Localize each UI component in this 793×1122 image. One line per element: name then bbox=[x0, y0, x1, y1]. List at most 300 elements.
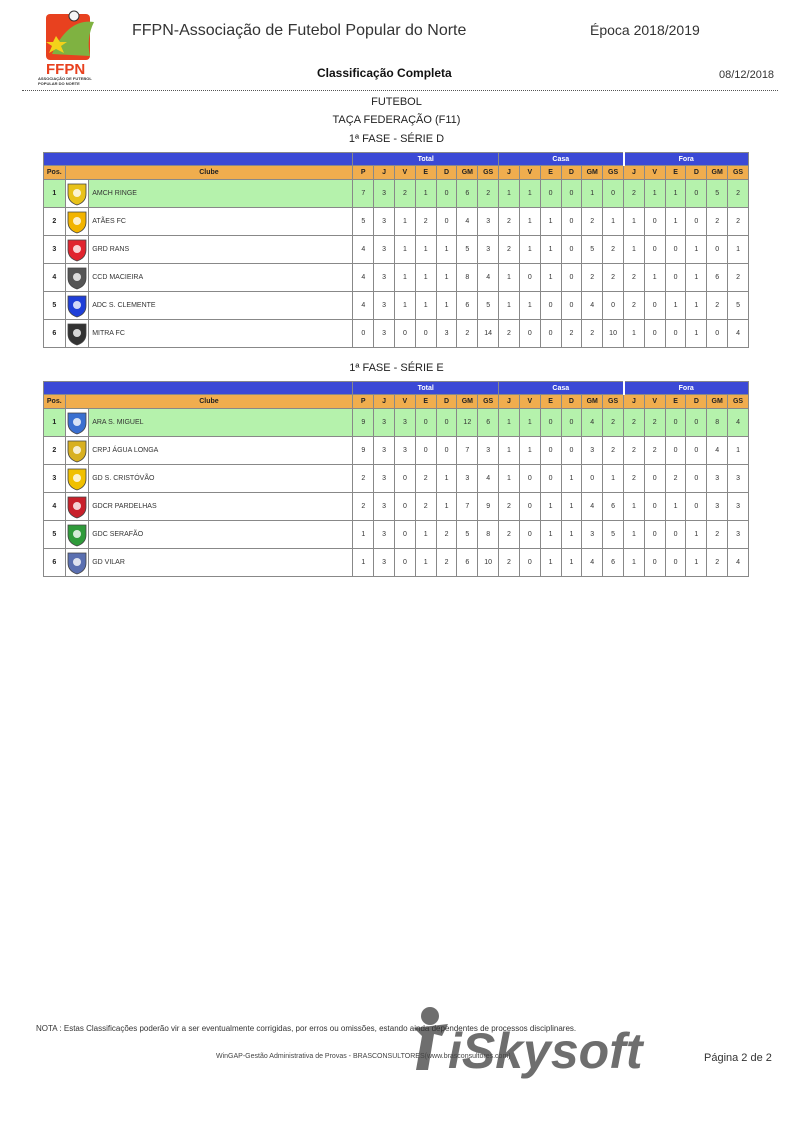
stat-total-cell: 8 bbox=[478, 521, 499, 549]
stat-casa-cell: 1 bbox=[499, 437, 520, 465]
stat-fora-cell: 4 bbox=[728, 409, 749, 437]
stat-casa-cell: 1 bbox=[561, 493, 582, 521]
column-header-fora: J bbox=[624, 166, 645, 180]
stat-total-cell: 7 bbox=[457, 493, 478, 521]
column-header-casa: GM bbox=[582, 166, 603, 180]
stat-total-cell: 3 bbox=[374, 437, 395, 465]
stat-casa-cell: 0 bbox=[561, 264, 582, 292]
stat-total-cell: 1 bbox=[436, 493, 457, 521]
stat-total-cell: 1 bbox=[353, 521, 374, 549]
club-name-cell: CRPJ ÁGUA LONGA bbox=[89, 437, 353, 465]
stat-fora-cell: 3 bbox=[728, 465, 749, 493]
stat-fora-cell: 3 bbox=[728, 493, 749, 521]
club-name-cell: GDCR PARDELHAS bbox=[89, 493, 353, 521]
stat-total-cell: 3 bbox=[374, 180, 395, 208]
stat-total-cell: 3 bbox=[394, 409, 415, 437]
season-label: Época 2018/2019 bbox=[590, 22, 700, 38]
stat-casa-cell: 1 bbox=[499, 409, 520, 437]
group-header-fora: Fora bbox=[624, 382, 749, 395]
stat-total-cell: 2 bbox=[415, 465, 436, 493]
stat-total-cell: 3 bbox=[478, 236, 499, 264]
position-cell: 2 bbox=[44, 208, 66, 236]
table-row bbox=[44, 320, 749, 348]
stat-total-cell: 12 bbox=[457, 409, 478, 437]
stat-fora-cell: 2 bbox=[624, 409, 645, 437]
column-header-fora: D bbox=[686, 166, 707, 180]
page-number: Página 2 de 2 bbox=[704, 1052, 772, 1064]
stat-fora-cell: 5 bbox=[707, 180, 728, 208]
ffpn-logo bbox=[38, 8, 116, 90]
stat-fora-cell: 1 bbox=[686, 264, 707, 292]
stat-casa-cell: 5 bbox=[582, 236, 603, 264]
column-header-casa: V bbox=[519, 166, 540, 180]
stat-fora-cell: 3 bbox=[728, 521, 749, 549]
stat-casa-cell: 1 bbox=[582, 180, 603, 208]
stat-total-cell: 3 bbox=[374, 236, 395, 264]
stat-total-cell: 3 bbox=[374, 320, 395, 348]
stat-fora-cell: 1 bbox=[686, 236, 707, 264]
stat-fora-cell: 0 bbox=[686, 437, 707, 465]
stat-fora-cell: 0 bbox=[665, 521, 686, 549]
club-name-cell: ARA S. MIGUEL bbox=[89, 409, 353, 437]
stat-casa-cell: 0 bbox=[540, 409, 561, 437]
group-header-casa: Casa bbox=[499, 153, 624, 166]
stat-total-cell: 0 bbox=[394, 493, 415, 521]
stat-fora-cell: 0 bbox=[644, 465, 665, 493]
stat-fora-cell: 1 bbox=[624, 521, 645, 549]
crest-cell bbox=[65, 208, 89, 236]
stat-fora-cell: 1 bbox=[624, 320, 645, 348]
stat-casa-cell: 4 bbox=[582, 549, 603, 577]
table-row bbox=[44, 180, 749, 208]
stat-casa-cell: 2 bbox=[499, 236, 520, 264]
stat-fora-cell: 0 bbox=[644, 493, 665, 521]
group-header-fora: Fora bbox=[624, 153, 749, 166]
report-date: 08/12/2018 bbox=[719, 69, 775, 81]
stat-casa-cell: 2 bbox=[499, 521, 520, 549]
position-cell: 5 bbox=[44, 292, 66, 320]
stat-total-cell: 2 bbox=[415, 493, 436, 521]
stat-casa-cell: 0 bbox=[561, 236, 582, 264]
stat-casa-cell: 1 bbox=[519, 180, 540, 208]
stat-fora-cell: 1 bbox=[644, 180, 665, 208]
stat-casa-cell: 1 bbox=[519, 437, 540, 465]
column-header-total: V bbox=[394, 166, 415, 180]
stat-total-cell: 4 bbox=[353, 236, 374, 264]
stat-total-cell: 1 bbox=[415, 180, 436, 208]
stat-total-cell: 6 bbox=[457, 549, 478, 577]
table-row bbox=[44, 493, 749, 521]
column-header-casa: GM bbox=[582, 395, 603, 409]
stat-fora-cell: 3 bbox=[707, 465, 728, 493]
stat-fora-cell: 1 bbox=[728, 437, 749, 465]
position-cell: 4 bbox=[44, 493, 66, 521]
column-header-total: GM bbox=[457, 395, 478, 409]
stat-fora-cell: 2 bbox=[665, 465, 686, 493]
crest-cell bbox=[65, 236, 89, 264]
stat-total-cell: 4 bbox=[457, 208, 478, 236]
column-header-clube: Clube bbox=[65, 395, 353, 409]
club-crest-icon bbox=[66, 210, 88, 234]
column-header-casa: D bbox=[561, 395, 582, 409]
crest-cell bbox=[65, 320, 89, 348]
stat-casa-cell: 1 bbox=[519, 409, 540, 437]
position-cell: 6 bbox=[44, 549, 66, 577]
stat-casa-cell: 2 bbox=[499, 549, 520, 577]
stat-casa-cell: 0 bbox=[519, 521, 540, 549]
stat-fora-cell: 3 bbox=[707, 493, 728, 521]
club-crest-icon bbox=[66, 495, 88, 519]
stat-casa-cell: 4 bbox=[582, 493, 603, 521]
stat-fora-cell: 0 bbox=[665, 264, 686, 292]
stat-fora-cell: 0 bbox=[644, 320, 665, 348]
column-header-total: D bbox=[436, 166, 457, 180]
position-cell: 5 bbox=[44, 521, 66, 549]
stat-total-cell: 2 bbox=[415, 208, 436, 236]
club-name-cell: GDC SERAFÃO bbox=[89, 521, 353, 549]
stat-fora-cell: 2 bbox=[624, 437, 645, 465]
stat-total-cell: 1 bbox=[415, 236, 436, 264]
stat-total-cell: 2 bbox=[478, 180, 499, 208]
crest-cell bbox=[65, 521, 89, 549]
stat-fora-cell: 2 bbox=[728, 208, 749, 236]
stat-casa-cell: 4 bbox=[582, 292, 603, 320]
sport-label: FUTEBOL bbox=[371, 96, 422, 108]
stat-total-cell: 6 bbox=[457, 292, 478, 320]
header-spacer bbox=[44, 153, 353, 166]
column-header-casa: J bbox=[499, 395, 520, 409]
logo-text: FFPN bbox=[46, 61, 86, 78]
table-row bbox=[44, 292, 749, 320]
stat-fora-cell: 2 bbox=[624, 465, 645, 493]
crest-cell bbox=[65, 292, 89, 320]
stat-fora-cell: 1 bbox=[686, 521, 707, 549]
stat-fora-cell: 0 bbox=[665, 320, 686, 348]
stat-total-cell: 5 bbox=[478, 292, 499, 320]
stat-fora-cell: 2 bbox=[707, 521, 728, 549]
column-header-fora: E bbox=[665, 166, 686, 180]
stat-casa-cell: 1 bbox=[561, 549, 582, 577]
stat-fora-cell: 0 bbox=[644, 208, 665, 236]
table-row bbox=[44, 236, 749, 264]
column-header-total: GS bbox=[478, 395, 499, 409]
column-header-casa: J bbox=[499, 166, 520, 180]
position-cell: 2 bbox=[44, 437, 66, 465]
org-title: FFPN-Associação de Futebol Popular do Norte bbox=[132, 22, 467, 39]
stat-casa-cell: 0 bbox=[519, 320, 540, 348]
stat-total-cell: 2 bbox=[394, 180, 415, 208]
club-crest-icon bbox=[66, 439, 88, 463]
stat-casa-cell: 2 bbox=[603, 437, 624, 465]
stat-fora-cell: 2 bbox=[644, 409, 665, 437]
stat-fora-cell: 0 bbox=[665, 409, 686, 437]
stat-total-cell: 1 bbox=[394, 264, 415, 292]
stat-fora-cell: 6 bbox=[707, 264, 728, 292]
stat-fora-cell: 4 bbox=[707, 437, 728, 465]
stat-casa-cell: 2 bbox=[499, 208, 520, 236]
stat-total-cell: 3 bbox=[394, 437, 415, 465]
club-name-cell: AMCH RINGE bbox=[89, 180, 353, 208]
stat-casa-cell: 0 bbox=[561, 292, 582, 320]
stat-total-cell: 0 bbox=[436, 180, 457, 208]
stat-fora-cell: 2 bbox=[728, 264, 749, 292]
stat-fora-cell: 1 bbox=[665, 208, 686, 236]
column-header-total: J bbox=[374, 395, 395, 409]
stat-total-cell: 3 bbox=[374, 264, 395, 292]
stat-casa-cell: 1 bbox=[519, 292, 540, 320]
stat-fora-cell: 2 bbox=[624, 292, 645, 320]
stat-total-cell: 0 bbox=[353, 320, 374, 348]
stat-total-cell: 2 bbox=[436, 521, 457, 549]
stat-casa-cell: 6 bbox=[603, 549, 624, 577]
stat-casa-cell: 1 bbox=[499, 264, 520, 292]
stat-total-cell: 1 bbox=[436, 236, 457, 264]
group-header-total: Total bbox=[353, 382, 499, 395]
stat-casa-cell: 0 bbox=[540, 292, 561, 320]
header-divider bbox=[22, 90, 778, 91]
stat-total-cell: 3 bbox=[478, 437, 499, 465]
competition-label: TAÇA FEDERAÇÃO (F11) bbox=[332, 114, 461, 126]
crest-cell bbox=[65, 493, 89, 521]
column-header-fora: J bbox=[624, 395, 645, 409]
column-header-fora: D bbox=[686, 395, 707, 409]
column-header-fora: E bbox=[665, 395, 686, 409]
stat-casa-cell: 0 bbox=[519, 549, 540, 577]
stat-fora-cell: 1 bbox=[686, 549, 707, 577]
stat-total-cell: 5 bbox=[353, 208, 374, 236]
table-row bbox=[44, 437, 749, 465]
club-crest-icon bbox=[66, 266, 88, 290]
position-cell: 3 bbox=[44, 465, 66, 493]
stat-fora-cell: 2 bbox=[624, 180, 645, 208]
stat-casa-cell: 0 bbox=[540, 437, 561, 465]
column-header-fora: GS bbox=[728, 395, 749, 409]
stat-fora-cell: 2 bbox=[707, 208, 728, 236]
footer-credit: WinGAP-Gestão Administrativa de Provas - BRASCONSULTORES(www.brasconsultores.com) bbox=[216, 1053, 511, 1060]
group-header-total: Total bbox=[353, 153, 499, 166]
stat-total-cell: 3 bbox=[374, 549, 395, 577]
stat-fora-cell: 4 bbox=[728, 549, 749, 577]
stat-total-cell: 0 bbox=[394, 465, 415, 493]
crest-cell bbox=[65, 180, 89, 208]
stat-casa-cell: 0 bbox=[561, 409, 582, 437]
logo-subtext: ASSOCIAÇÃO DE FUTEBOL POPULAR DO NORTE bbox=[38, 76, 92, 86]
column-header-total: GM bbox=[457, 166, 478, 180]
stat-fora-cell: 0 bbox=[686, 409, 707, 437]
club-crest-icon bbox=[66, 467, 88, 491]
table-row bbox=[44, 465, 749, 493]
stat-casa-cell: 0 bbox=[540, 465, 561, 493]
stat-total-cell: 9 bbox=[353, 437, 374, 465]
stat-casa-cell: 1 bbox=[519, 236, 540, 264]
stat-total-cell: 3 bbox=[374, 465, 395, 493]
column-header-casa: E bbox=[540, 166, 561, 180]
position-cell: 1 bbox=[44, 180, 66, 208]
column-header-casa: D bbox=[561, 166, 582, 180]
stat-total-cell: 4 bbox=[478, 465, 499, 493]
stat-casa-cell: 0 bbox=[603, 292, 624, 320]
stat-casa-cell: 1 bbox=[519, 208, 540, 236]
stat-total-cell: 3 bbox=[436, 320, 457, 348]
stat-fora-cell: 1 bbox=[624, 236, 645, 264]
phase-title-serie-e: 1ª FASE - SÉRIE E bbox=[349, 362, 444, 374]
stat-total-cell: 2 bbox=[353, 465, 374, 493]
stat-casa-cell: 2 bbox=[603, 236, 624, 264]
stat-casa-cell: 1 bbox=[540, 493, 561, 521]
stat-casa-cell: 1 bbox=[499, 292, 520, 320]
stat-fora-cell: 0 bbox=[644, 236, 665, 264]
stat-fora-cell: 0 bbox=[665, 437, 686, 465]
stat-fora-cell: 0 bbox=[686, 208, 707, 236]
club-name-cell: ADC S. CLEMENTE bbox=[89, 292, 353, 320]
club-crest-icon bbox=[66, 322, 88, 346]
stat-total-cell: 0 bbox=[436, 437, 457, 465]
stat-fora-cell: 1 bbox=[665, 292, 686, 320]
stat-casa-cell: 0 bbox=[519, 493, 540, 521]
stat-total-cell: 9 bbox=[353, 409, 374, 437]
club-name-cell: MITRA FC bbox=[89, 320, 353, 348]
stat-casa-cell: 2 bbox=[561, 320, 582, 348]
stat-fora-cell: 2 bbox=[707, 292, 728, 320]
stat-total-cell: 4 bbox=[353, 292, 374, 320]
stat-fora-cell: 1 bbox=[728, 236, 749, 264]
stat-total-cell: 9 bbox=[478, 493, 499, 521]
stat-fora-cell: 8 bbox=[707, 409, 728, 437]
position-cell: 6 bbox=[44, 320, 66, 348]
phase-title-serie-d: 1ª FASE - SÉRIE D bbox=[348, 133, 445, 145]
stat-fora-cell: 0 bbox=[707, 236, 728, 264]
club-name-cell: GD S. CRISTÓVÃO bbox=[89, 465, 353, 493]
stat-casa-cell: 1 bbox=[540, 264, 561, 292]
column-header-fora: GM bbox=[707, 395, 728, 409]
stat-total-cell: 0 bbox=[436, 208, 457, 236]
stat-fora-cell: 0 bbox=[665, 549, 686, 577]
column-header-fora: GM bbox=[707, 166, 728, 180]
stat-casa-cell: 2 bbox=[582, 264, 603, 292]
stat-total-cell: 5 bbox=[457, 236, 478, 264]
stat-fora-cell: 4 bbox=[728, 320, 749, 348]
stat-total-cell: 0 bbox=[415, 320, 436, 348]
stat-casa-cell: 2 bbox=[499, 493, 520, 521]
stat-casa-cell: 1 bbox=[540, 208, 561, 236]
stat-fora-cell: 1 bbox=[665, 493, 686, 521]
stat-casa-cell: 1 bbox=[540, 521, 561, 549]
column-header-clube: Clube bbox=[65, 166, 353, 180]
stat-total-cell: 0 bbox=[394, 549, 415, 577]
stat-fora-cell: 2 bbox=[624, 264, 645, 292]
stat-casa-cell: 0 bbox=[540, 320, 561, 348]
stat-total-cell: 6 bbox=[457, 180, 478, 208]
crest-cell bbox=[65, 264, 89, 292]
stat-total-cell: 1 bbox=[353, 549, 374, 577]
stat-fora-cell: 0 bbox=[644, 292, 665, 320]
position-cell: 1 bbox=[44, 409, 66, 437]
stat-fora-cell: 2 bbox=[728, 180, 749, 208]
club-name-cell: ATÃES FC bbox=[89, 208, 353, 236]
column-header-pos: Pos. bbox=[44, 395, 66, 409]
stat-fora-cell: 0 bbox=[644, 521, 665, 549]
column-header-casa: V bbox=[519, 395, 540, 409]
stat-casa-cell: 0 bbox=[519, 264, 540, 292]
iskysoft-watermark bbox=[404, 1000, 744, 1080]
stat-fora-cell: 0 bbox=[644, 549, 665, 577]
stat-total-cell: 2 bbox=[457, 320, 478, 348]
stat-total-cell: 0 bbox=[415, 437, 436, 465]
stat-casa-cell: 0 bbox=[603, 180, 624, 208]
column-header-pos: Pos. bbox=[44, 166, 66, 180]
stat-total-cell: 0 bbox=[436, 409, 457, 437]
stat-casa-cell: 2 bbox=[582, 208, 603, 236]
stat-total-cell: 1 bbox=[415, 521, 436, 549]
table-row bbox=[44, 521, 749, 549]
stat-total-cell: 5 bbox=[457, 521, 478, 549]
stat-total-cell: 2 bbox=[436, 549, 457, 577]
crest-cell bbox=[65, 409, 89, 437]
crest-cell bbox=[65, 437, 89, 465]
stat-total-cell: 3 bbox=[374, 208, 395, 236]
column-header-total: GS bbox=[478, 166, 499, 180]
column-header-casa: GS bbox=[603, 166, 624, 180]
stat-fora-cell: 2 bbox=[644, 437, 665, 465]
stat-casa-cell: 1 bbox=[603, 208, 624, 236]
stat-total-cell: 3 bbox=[374, 292, 395, 320]
standings-table-serie-d bbox=[43, 152, 749, 348]
stat-fora-cell: 1 bbox=[686, 292, 707, 320]
group-header-casa: Casa bbox=[499, 382, 624, 395]
stat-total-cell: 1 bbox=[415, 292, 436, 320]
stat-casa-cell: 0 bbox=[561, 437, 582, 465]
table-row bbox=[44, 208, 749, 236]
column-header-total: P bbox=[353, 395, 374, 409]
column-header-total: V bbox=[394, 395, 415, 409]
club-crest-icon bbox=[66, 411, 88, 435]
stat-total-cell: 3 bbox=[374, 409, 395, 437]
stat-casa-cell: 0 bbox=[582, 465, 603, 493]
club-name-cell: CCD MACIEIRA bbox=[89, 264, 353, 292]
crest-cell bbox=[65, 549, 89, 577]
stat-casa-cell: 2 bbox=[603, 409, 624, 437]
column-header-total: E bbox=[415, 166, 436, 180]
stat-fora-cell: 5 bbox=[728, 292, 749, 320]
column-header-fora: GS bbox=[728, 166, 749, 180]
club-crest-icon bbox=[66, 551, 88, 575]
stat-fora-cell: 2 bbox=[707, 549, 728, 577]
stat-casa-cell: 2 bbox=[499, 320, 520, 348]
stat-total-cell: 1 bbox=[436, 264, 457, 292]
stat-total-cell: 3 bbox=[374, 521, 395, 549]
club-crest-icon bbox=[66, 523, 88, 547]
stat-total-cell: 4 bbox=[353, 264, 374, 292]
stat-total-cell: 2 bbox=[353, 493, 374, 521]
club-name-cell: GRD RANS bbox=[89, 236, 353, 264]
club-crest-icon bbox=[66, 238, 88, 262]
stat-casa-cell: 2 bbox=[603, 264, 624, 292]
stat-casa-cell: 0 bbox=[561, 208, 582, 236]
stat-total-cell: 1 bbox=[394, 208, 415, 236]
stat-total-cell: 4 bbox=[478, 264, 499, 292]
stat-casa-cell: 1 bbox=[499, 180, 520, 208]
header-spacer bbox=[44, 382, 353, 395]
stat-casa-cell: 0 bbox=[540, 180, 561, 208]
stat-fora-cell: 1 bbox=[624, 549, 645, 577]
position-cell: 4 bbox=[44, 264, 66, 292]
stat-total-cell: 0 bbox=[394, 320, 415, 348]
column-header-total: J bbox=[374, 166, 395, 180]
standings-table-serie-e bbox=[43, 381, 749, 577]
stat-total-cell: 10 bbox=[478, 549, 499, 577]
watermark-text: iSkysoft bbox=[448, 1023, 643, 1079]
stat-total-cell: 3 bbox=[478, 208, 499, 236]
